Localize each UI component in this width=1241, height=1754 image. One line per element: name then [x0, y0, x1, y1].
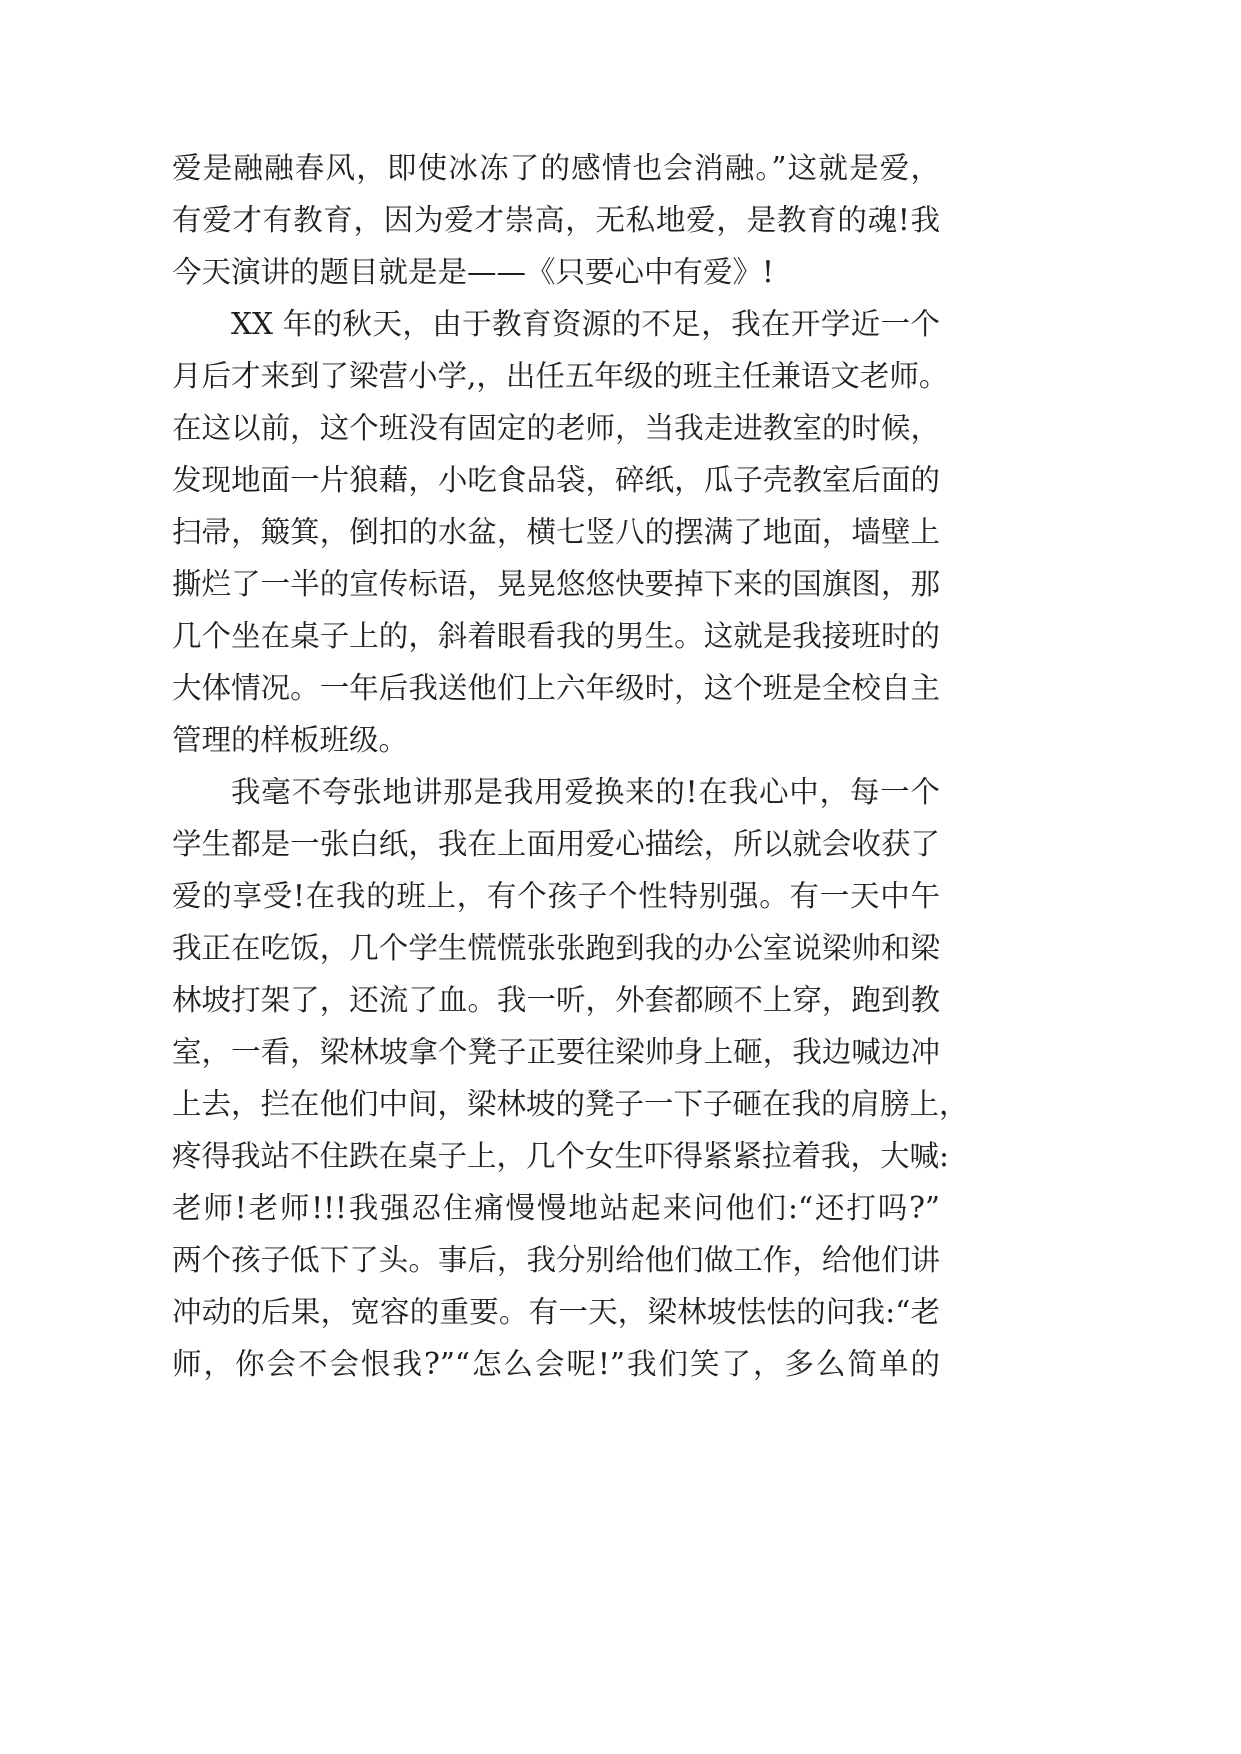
text-line: 几个坐在桌子上的，斜着眼看我的男生。这就是我接班时的: [172, 619, 940, 653]
text-line: 学生都是一张白纸，我在上面用爱心描绘，所以就会收获了: [172, 827, 940, 861]
text-line: 爱是融融春风，即使冰冻了的感情也会消融。”这就是爱，: [172, 151, 940, 185]
text-line: 我正在吃饭，几个学生慌慌张张跑到我的办公室说梁帅和梁: [172, 931, 940, 965]
text-line: 月后才来到了梁营小学,，出任五年级的班主任兼语文老师。: [172, 359, 949, 393]
text-line: 发现地面一片狼藉，小吃食品袋，碎纸，瓜子壳教室后面的: [172, 463, 940, 497]
text-line: 我毫不夸张地讲那是我用爱换来的!在我心中，每一个: [231, 775, 940, 809]
paragraph: [172, 298, 949, 766]
paragraph: [172, 142, 940, 298]
document-body: [172, 142, 969, 1390]
text-line: 老师!老师!!!我强忍住痛慢慢地站起来问他们:“还打吗?”: [172, 1191, 940, 1225]
text-line: 上去，拦在他们中间，梁林坡的凳子一下子砸在我的肩膀上，: [172, 1087, 969, 1121]
text-line: 师，你会不会恨我?”“怎么会呢!”我们笑了，多么简单的: [172, 1347, 940, 1381]
paragraph: [172, 766, 969, 1390]
text-line: 冲动的后果，宽容的重要。有一天，梁林坡怯怯的问我:“老: [172, 1295, 940, 1329]
text-line: 撕烂了一半的宣传标语，晃晃悠悠快要掉下来的国旗图，那: [172, 567, 940, 601]
text-line: 有爱才有教育，因为爱才崇高，无私地爱，是教育的魂!我: [172, 203, 940, 237]
text-line: 大体情况。一年后我送他们上六年级时，这个班是全校自主: [172, 671, 940, 705]
text-line: 今天演讲的题目就是是——《只要心中有爱》!: [172, 255, 774, 289]
text-line: 两个孩子低下了头。事后，我分别给他们做工作，给他们讲: [172, 1243, 940, 1277]
text-line: 林坡打架了，还流了血。我一听，外套都顾不上穿，跑到教: [172, 983, 940, 1017]
text-line: 管理的样板班级。: [172, 723, 409, 757]
text-line: 疼得我站不住跌在桌子上，几个女生吓得紧紧拉着我，大喊:: [172, 1139, 949, 1173]
text-line: 爱的享受!在我的班上，有个孩子个性特别强。有一天中午: [172, 879, 940, 913]
text-line: 室，一看，梁林坡拿个凳子正要往梁帅身上砸，我边喊边冲: [172, 1035, 940, 1069]
text-line: XX 年的秋天，由于教育资源的不足，我在开学近一个: [231, 307, 940, 341]
text-line: 在这以前，这个班没有固定的老师，当我走进教室的时候，: [172, 411, 940, 445]
text-line: 扫帚，簸箕，倒扣的水盆，横七竖八的摆满了地面，墙壁上: [172, 515, 940, 549]
